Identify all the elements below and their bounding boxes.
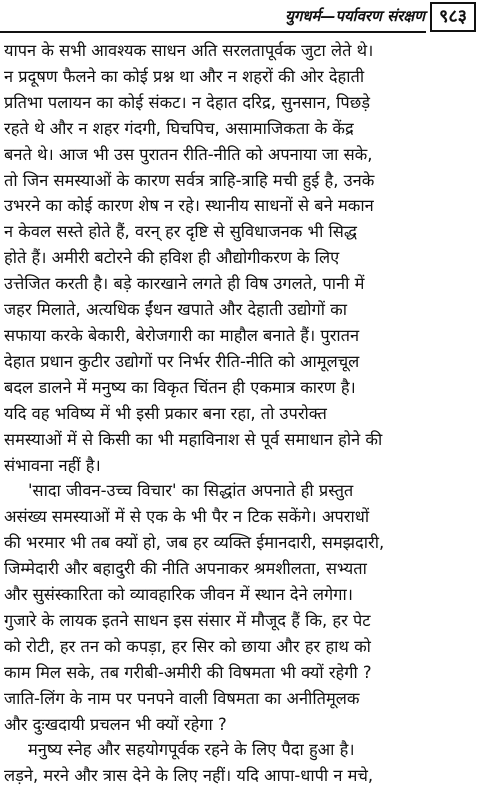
text-line: उभरने का कोई कारण शेष न रहे। स्थानीय साधनों से बने मकान: [4, 196, 374, 216]
text-line: रहते थे और न शहर गंदगी, घिचपिच, असामाजिकता के केंद्र: [4, 118, 354, 138]
text-line: बदल डालने में मनुष्य का विकृत चिंतन ही एकमात्र कारण है।: [4, 377, 356, 397]
text-line: प्रतिभा पलायन का कोई संकट। न देहात दरिद्र, सुनसान, पिछड़े: [4, 92, 370, 112]
page-header: [0, 0, 480, 36]
text-line: असंख्य समस्याओं में से एक के भी पैर न टिक सकेंगे। अपराधों: [4, 507, 370, 527]
paragraph: [4, 478, 476, 737]
text-line: गुजारे के लायक इतने साधन इस संसार में मौजूद हैं कि, हर पेट: [4, 610, 371, 630]
text-line: यदि वह भविष्य में भी इसी प्रकार बना रहा, तो उपरोक्त: [4, 403, 327, 423]
text-line: मनुष्य स्नेह और सहयोगपूर्वक रहने के लिए पैदा हुआ है।: [28, 740, 355, 760]
text-line: काम मिल सके, तब गरीबी-अमीरी की विषमता भी क्यों रहेगी ?: [4, 662, 372, 682]
text-line: होते हैं। अमीरी बटोरने की हविश ही औद्योगीकरण के लिए: [4, 248, 340, 268]
paragraph: [4, 38, 476, 478]
text-line: देहात प्रधान कुटीर उद्योगों पर निर्भर रीति-नीति को आमूलचूल: [4, 351, 360, 371]
paragraph: [4, 737, 476, 789]
text-line: समस्याओं में से किसी का भी महाविनाश से पूर्व समाधान होने की: [4, 429, 383, 449]
text-line: 'सादा जीवन-उच्च विचार' का सिद्धांत अपनाते ही प्रस्तुत: [28, 481, 354, 501]
text-line: संभावना नहीं है।: [4, 455, 101, 475]
text-line: तो जिन समस्याओं के कारण सर्वत्र त्राहि-त्राहि मची हुई है, उनके: [4, 170, 375, 190]
running-title: युगधर्म—पर्यावरण संरक्षण: [285, 7, 425, 25]
body-text: [4, 38, 476, 789]
text-line: न केवल सस्ते होते हैं, वरन् हर दृष्टि से सुविधाजनक भी सिद्ध: [4, 222, 357, 242]
text-line: को रोटी, हर तन को कपड़ा, हर सिर को छाया और हर हाथ को: [4, 636, 371, 656]
text-line: जिम्मेदारी और बहादुरी की नीति अपनाकर श्रमशीलता, सभ्यता: [4, 559, 367, 579]
text-line: उत्तेजित करती है। बड़े कारखाने लगते ही विष उगलते, पानी में: [4, 274, 365, 294]
text-line: जहर मिलाते, अत्यधिक ईंधन खपाते और देहाती उद्योगों का: [4, 300, 348, 320]
text-line: और दुःखदायी प्रचलन भी क्यों रहेगा ?: [4, 714, 227, 734]
page-number: ९८३: [430, 2, 476, 32]
text-line: सफाया करके बेकारी, बेरोजगारी का माहौल बनाते हैं। पुरातन: [4, 325, 360, 345]
text-line: बनते थे। आज भी उस पुरातन रीति-नीति को अपनाया जा सके,: [4, 144, 373, 164]
text-line: लड़ने, मरने और त्रास देने के लिए नहीं। यदि आपा-धापी न मचे,: [4, 766, 374, 786]
text-line: जाति-लिंग के नाम पर पनपने वाली विषमता का अनीतिमूलक: [4, 688, 360, 708]
text-line: की भरमार भी तब क्यों हो, जब हर व्यक्ति ईमानदारी, समझदारी,: [4, 533, 385, 553]
text-line: न प्रदूषण फैलने का कोई प्रश्न था और न शहरों की ओर देहाती: [4, 66, 365, 86]
header-rule: [0, 31, 426, 33]
text-line: यापन के सभी आवश्यक साधन अति सरलतापूर्वक जुटा लेते थे।: [4, 41, 374, 60]
text-line: और सुसंस्कारिता को व्यावहारिक जीवन में स्थान देने लगेगा।: [4, 585, 353, 605]
